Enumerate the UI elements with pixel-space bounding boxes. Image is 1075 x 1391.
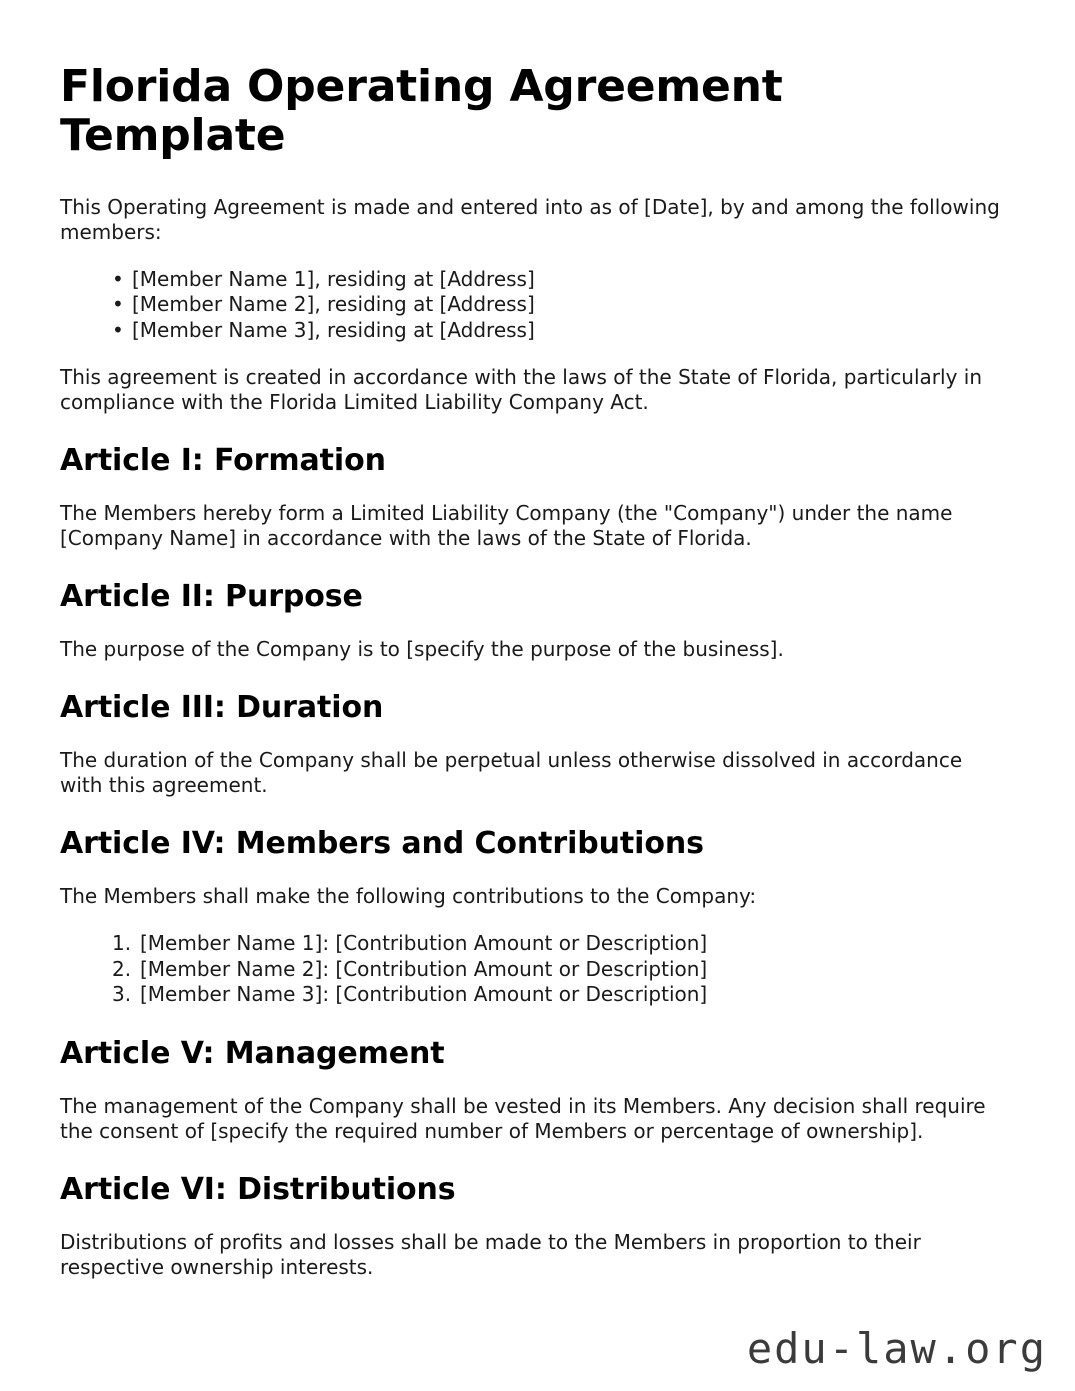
list-item: • [Member Name 1], residing at [Address] xyxy=(112,267,1005,293)
list-item: [Member Name 1]: [Contribution Amount or Description] xyxy=(140,931,708,956)
article-heading-formation: Article I: Formation xyxy=(60,443,386,479)
article-body-distributions: Distributions of profits and losses shall be made to the Members in proportion to their respective ownership interests. xyxy=(60,1229,921,1279)
list-item: [Member Name 2]: [Contribution Amount or Description] xyxy=(140,956,708,981)
list-item: • [Member Name 3], residing at [Address] xyxy=(112,318,1005,344)
article-heading-distributions: Article VI: Distributions xyxy=(60,1171,456,1207)
site-watermark: edu-law.org xyxy=(746,1324,1047,1373)
list-item: [Member Name 3]: [Contribution Amount or Description] xyxy=(140,982,708,1007)
member-list xyxy=(60,267,1005,344)
article-body-duration: The duration of the Company shall be perpetual unless otherwise dissolved in accordance with this agreement. xyxy=(60,748,963,798)
list-item: • [Member Name 2], residing at [Address] xyxy=(112,292,1005,318)
article-heading-purpose: Article II: Purpose xyxy=(60,579,363,615)
article-body-members-contributions: The Members shall make the following contributions to the Company: xyxy=(60,884,757,909)
page-title: Florida Operating Agreement Template xyxy=(60,61,783,162)
article-body-formation: The Members hereby form a Limited Liability Company (the "Company") under the name [Company Name] in accordance with the laws of the State of Florida. xyxy=(60,501,953,551)
article-heading-members-contributions: Article IV: Members and Contributions xyxy=(60,826,704,862)
article-heading-duration: Article III: Duration xyxy=(60,690,384,726)
article-heading-management: Article V: Management xyxy=(60,1035,445,1071)
article-body-purpose: The purpose of the Company is to [specify the purpose of the business]. xyxy=(60,637,784,662)
article-body-management: The management of the Company shall be vested in its Members. Any decision shall require the consent of [specify the required number of Members or percentage of ownership]. xyxy=(60,1093,986,1143)
contribution-list xyxy=(60,931,1005,1008)
intro-paragraph: This Operating Agreement is made and entered into as of [Date], by and among the following members: xyxy=(60,194,1000,244)
compliance-paragraph: This agreement is created in accordance with the laws of the State of Florida, particularly in compliance with the Florida Limited Liability Company Act. xyxy=(60,365,983,415)
